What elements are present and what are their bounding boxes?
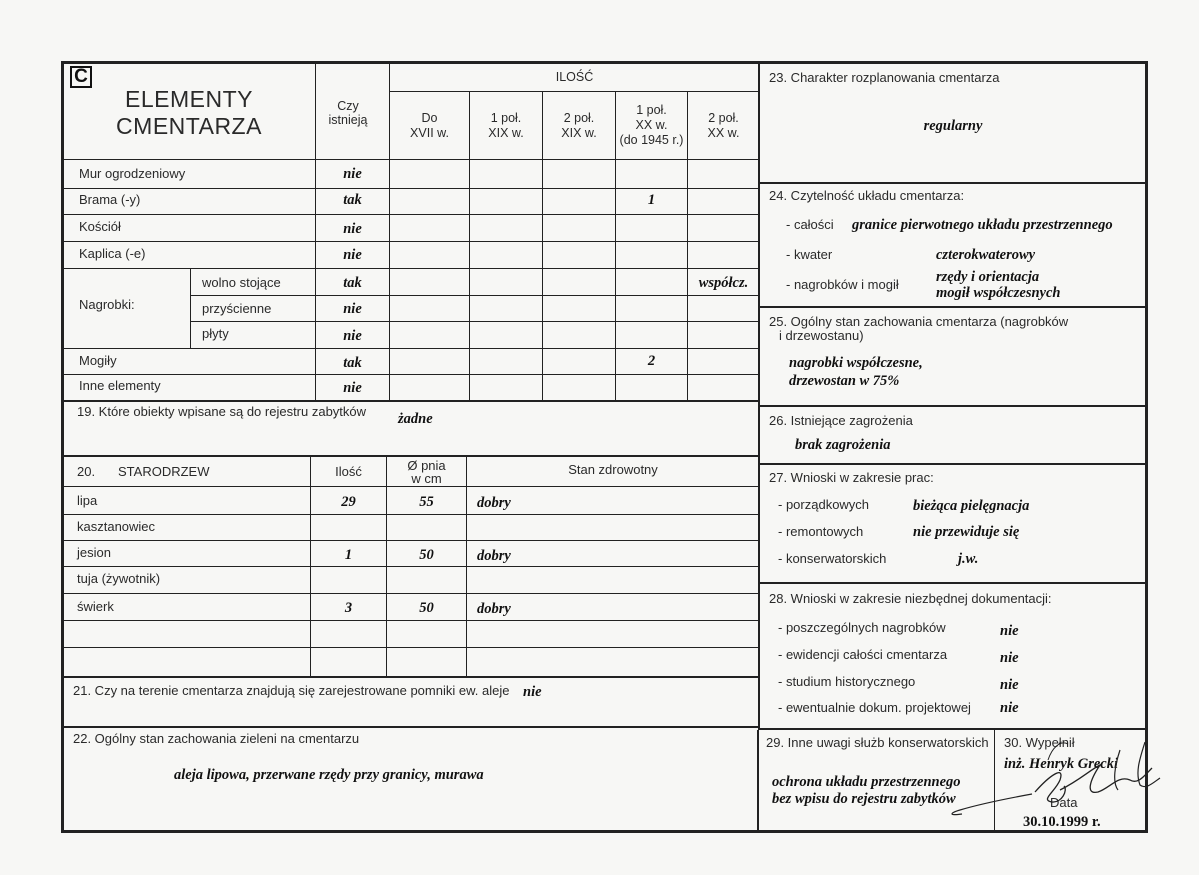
q30-date[interactable]: 30.10.1999 r. xyxy=(1023,814,1101,830)
row-label-brama: Brama (-y) xyxy=(79,192,141,207)
elements-title-line2: CMENTARZA xyxy=(116,113,262,139)
row-label-inne: Inne elementy xyxy=(79,378,161,393)
period-header-l2: XX w. xyxy=(635,118,668,132)
q28-item-value[interactable]: nie xyxy=(1000,623,1019,639)
tree-name: świerk xyxy=(77,599,114,614)
period-header-l1: 2 poł. xyxy=(563,111,595,125)
q25-label-l2: i drzewostanu) xyxy=(779,328,864,343)
q22-label: 22. Ogólny stan zachowania zieleni na cmentarzu xyxy=(73,731,360,746)
period-header-l2: XIX w. xyxy=(561,126,597,140)
tree-name: lipa xyxy=(77,493,98,508)
q28-label: 28. Wnioski w zakresie niezbędnej dokumentacji: xyxy=(769,591,1052,606)
quantity-value: 2 xyxy=(647,353,656,369)
section-letter: C xyxy=(74,66,88,87)
q28-item-label: - ewidencji całości cmentarza xyxy=(778,647,948,662)
q24-label: 24. Czytelność układu cmentarza: xyxy=(769,188,965,203)
period-header-l2: XIX w. xyxy=(488,126,524,140)
elements-title-line1: ELEMENTY xyxy=(125,86,253,112)
tree-count: 29 xyxy=(341,494,356,510)
q28-item-value[interactable]: nie xyxy=(1000,700,1019,716)
exists-value: nie xyxy=(343,166,362,182)
exists-header: Czy istnieją xyxy=(328,99,368,128)
q24-item-label: - całości xyxy=(786,217,834,232)
row-label-plyty: płyty xyxy=(202,326,229,341)
q28-item-value[interactable]: nie xyxy=(1000,650,1019,666)
tree-name: kasztanowiec xyxy=(77,519,156,534)
period-header-l2: XVII w. xyxy=(410,126,449,140)
q20-health-header: Stan zdrowotny xyxy=(568,462,658,477)
q20-diameter-header-l1: Ø pnia xyxy=(407,458,446,473)
q29-value-l1[interactable]: ochrona układu przestrzennego xyxy=(772,774,961,790)
q28-item-label: - poszczególnych nagrobków xyxy=(778,620,946,635)
period-header-l1: 1 poł. xyxy=(636,103,667,117)
q23-value[interactable]: regularny xyxy=(923,118,983,134)
row-label-kaplica: Kaplica (-e) xyxy=(79,246,146,261)
q24-item-label: - kwater xyxy=(786,247,833,262)
tree-health: dobry xyxy=(477,495,511,511)
q25-value-l1[interactable]: nagrobki współczesne, xyxy=(789,355,923,371)
tree-diameter: 50 xyxy=(419,547,434,563)
exists-value: nie xyxy=(343,328,362,344)
q27-item-value[interactable]: nie przewiduje się xyxy=(913,524,1020,540)
q26-value[interactable]: brak zagrożenia xyxy=(795,437,891,453)
q28-item-label: - ewentualnie dokum. projektowej xyxy=(778,700,971,715)
tree-health: dobry xyxy=(477,601,511,617)
signature xyxy=(940,730,1170,830)
q24-item-label: - nagrobków i mogił xyxy=(786,277,899,292)
row-label-mur: Mur ogrodzeniowy xyxy=(79,166,186,181)
q22-value[interactable]: aleja lipowa, przerwane rzędy przy granicy, murawa xyxy=(174,767,484,783)
exists-value: tak xyxy=(343,275,362,291)
q28-item-label: - studium historycznego xyxy=(778,674,916,689)
quantity-header: ILOŚĆ xyxy=(555,70,594,84)
q27-item-value[interactable]: bieżąca pielęgnacja xyxy=(913,498,1030,514)
q24-item-value[interactable]: rzędy i orientacja xyxy=(936,269,1040,285)
exists-value: tak xyxy=(343,192,362,208)
q20-title: STARODRZEW xyxy=(118,464,210,479)
q28-item-value[interactable]: nie xyxy=(1000,677,1019,693)
quantity-value: 1 xyxy=(647,192,656,208)
exists-value: tak xyxy=(343,355,362,371)
q26-label: 26. Istniejące zagrożenia xyxy=(769,413,913,428)
q27-item-label: - porządkowych xyxy=(778,497,870,512)
row-label-wolno-stojace: wolno stojące xyxy=(202,275,281,290)
period-header-l3: (do 1945 r.) xyxy=(619,133,684,147)
tree-name: jesion xyxy=(77,545,111,560)
q30-label: 30. Wypełnił xyxy=(1004,735,1075,750)
q30-name: inż. Henryk Grecki xyxy=(1004,756,1118,772)
q29-value-l2: bez wpisu do rejestru zabytków xyxy=(772,791,956,807)
q20-number: 20. xyxy=(77,464,96,479)
nagrobki-label: Nagrobki: xyxy=(79,297,135,312)
q20-diameter-header-l2: w cm xyxy=(411,471,442,486)
period-header-l1: 2 poł. xyxy=(708,111,739,125)
q27-item-label: - konserwatorskich xyxy=(778,551,887,566)
q30-date-label: Data xyxy=(1050,795,1078,810)
row-label-kosciol: Kościół xyxy=(79,219,121,234)
q21-value[interactable]: nie xyxy=(523,684,542,700)
tree-name: tuja (żywotnik) xyxy=(77,571,161,586)
q25-label-l1: 25. Ogólny stan zachowania cmentarza (nagrobków xyxy=(769,314,1069,329)
q27-item-value[interactable]: j.w. xyxy=(958,551,979,567)
tree-diameter: 55 xyxy=(419,494,434,510)
exists-value: nie xyxy=(343,247,362,263)
q24-item-value[interactable]: granice pierwotnego układu przestrzennego xyxy=(852,217,1113,233)
q23-label: 23. Charakter rozplanowania cmentarza xyxy=(769,70,1000,85)
q29-label: 29. Inne uwagi służb konserwatorskich xyxy=(766,735,989,750)
q20-count-header: Ilość xyxy=(335,464,362,479)
row-label-przyscienne: przyścienne xyxy=(202,301,272,316)
tree-count: 1 xyxy=(344,547,353,563)
q24-item-value[interactable]: czterokwaterowy xyxy=(936,247,1036,263)
q19-value[interactable]: żadne xyxy=(398,411,433,427)
row-label-mogily: Mogiły xyxy=(79,353,117,368)
exists-value: nie xyxy=(343,380,362,396)
period-header-l2: XX w. xyxy=(707,126,740,140)
tree-diameter: 50 xyxy=(419,600,434,616)
exists-value: nie xyxy=(343,301,362,317)
q24-item-value-line2: mogił współczesnych xyxy=(936,285,1061,301)
quantity-value: współcz. xyxy=(698,275,749,291)
period-header-l1: Do xyxy=(421,111,438,125)
q27-label: 27. Wnioski w zakresie prac: xyxy=(769,470,934,485)
q21-label: 21. Czy na terenie cmentarza znajdują się zarejestrowane pomniki ew. aleje xyxy=(73,683,510,698)
q25-value-l2: drzewostan w 75% xyxy=(789,373,900,389)
tree-health: dobry xyxy=(477,548,511,564)
tree-count: 3 xyxy=(344,600,353,616)
period-header-l1: 1 poł. xyxy=(490,111,522,125)
exists-value: nie xyxy=(343,221,362,237)
q19-label: 19. Które obiekty wpisane są do rejestru zabytków xyxy=(77,404,367,419)
q27-item-label: - remontowych xyxy=(778,524,864,539)
